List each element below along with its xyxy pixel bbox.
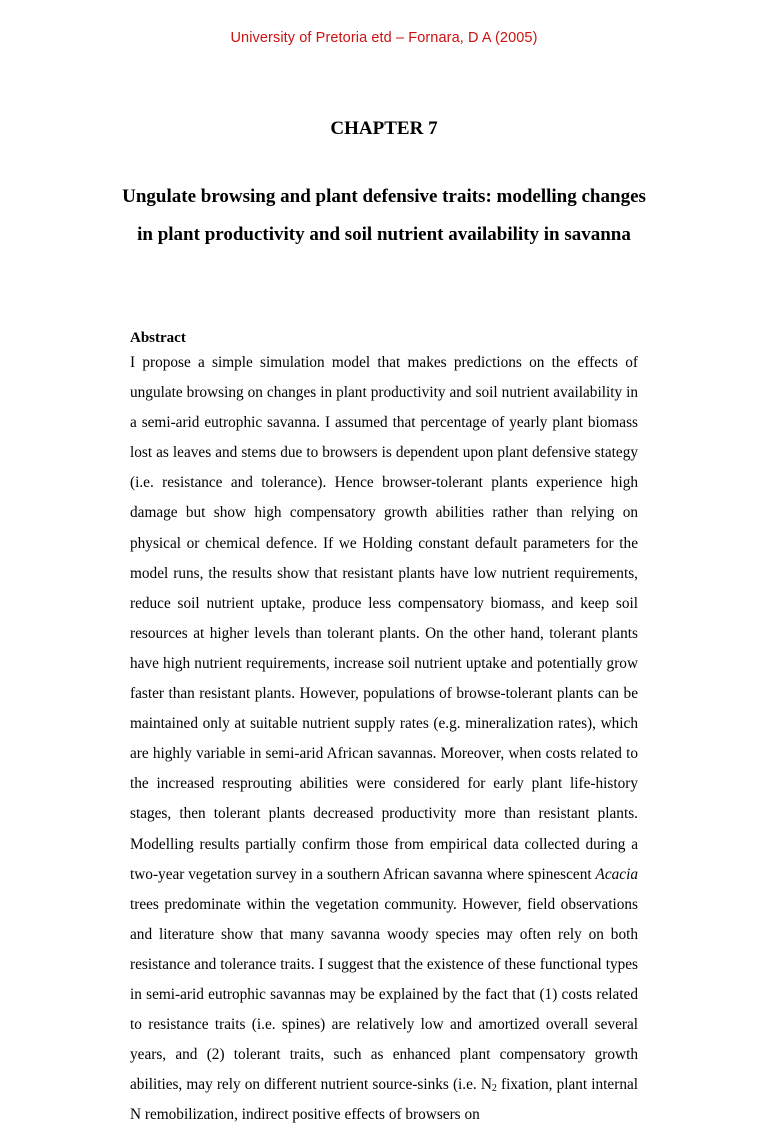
- abstract-italic-genus: Acacia: [595, 865, 638, 883]
- abstract-paragraph: [130, 348, 638, 1130]
- abstract-heading: Abstract: [130, 330, 186, 346]
- abstract-text-part-3: fixation, plant internal N remobilization, indirect positive effects of browsers on: [130, 1076, 639, 1124]
- chapter-label: CHAPTER 7: [330, 118, 438, 139]
- abstract-text-part-1: I propose a simple simulation model that makes predictions on the effects of ungulate browsing on changes in plant productivity and soil nutrient availability in a semi-arid eutrophic savanna. I assumed that percentage of yearly plant biomass lost as leaves and stems due to browsers is dependent upon plant defensive stategy (i.e. resistance and tolerance). Hence browser-tolerant plants experience high damage but show high compensatory growth abilities rather than relying on physical or chemical defence. If we Holding constant default parameters for the model runs, the results show that resistant plants have low nutrient requirements, reduce soil nutrient uptake, produce less compensatory biomass, and keep soil resources at higher levels than tolerant plants. On the other hand, tolerant plants have high nutrient requirements, increase soil nutrient uptake and potentially grow faster than resistant plants. However, populations of browse-tolerant plants can be maintained only at suitable nutrient supply rates (e.g. mineralization rates), which are highly variable in semi-arid African savannas. Moreover, when costs related to the increased resprouting abilities were considered for early plant life-history stages, then tolerant plants decreased productivity more than resistant plants. Modelling results partially confirm those from empirical data collected during a two-year vegetation survey in a southern African savanna where spinescent: [130, 354, 638, 883]
- abstract-subscript: 2: [491, 1083, 497, 1095]
- university-watermark: University of Pretoria etd – Fornara, D A (2005): [230, 30, 538, 46]
- abstract-text-part-2: trees predominate within the vegetation community. However, field observations and literature show that many savanna woody species may often rely on both resistance and tolerance traits. I suggest that the existence of these functional types in semi-arid eutrophic savannas may be explained by the fact that (1) costs related to resistance traits (i.e. spines) are relatively low and amortized overall several years, and (2) tolerant traits, such as enhanced plant compensatory growth abilities, may rely on different nutrient source-sinks (i.e. N: [130, 895, 638, 1094]
- chapter-title: Ungulate browsing and plant defensive traits: modelling changes in plant productivity and soil nutrient availability in savanna: [122, 186, 646, 245]
